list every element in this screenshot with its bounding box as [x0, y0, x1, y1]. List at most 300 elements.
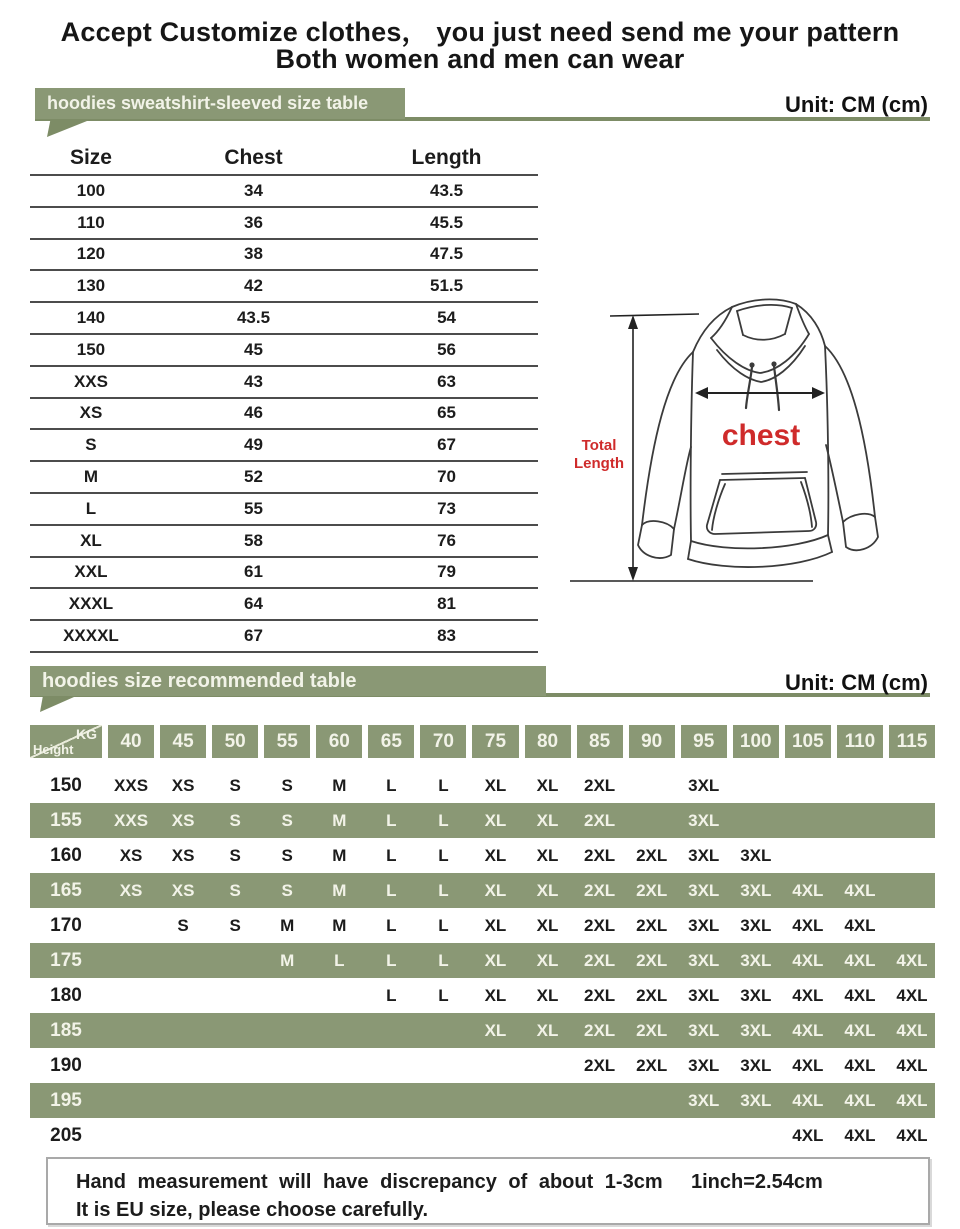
height-label: 195 [50, 1090, 82, 1111]
size-value [160, 1118, 206, 1153]
size-value [889, 873, 935, 908]
size-table-cell: 70 [437, 467, 456, 487]
height-label: 165 [50, 880, 82, 901]
size-value: 2XL [584, 811, 616, 830]
size-value [316, 978, 362, 1013]
size-value: XL [536, 846, 559, 865]
size-table-cell: 45 [244, 339, 263, 359]
size-value: 4XL [896, 1126, 928, 1145]
size-table-cell: XXXXL [63, 626, 119, 646]
size-table-row [30, 303, 538, 335]
section1-header-bar [35, 88, 405, 119]
recommend-row [30, 768, 935, 803]
size-value: 4XL [844, 1056, 876, 1075]
size-value [316, 1048, 362, 1083]
size-value [368, 1013, 414, 1048]
size-table-row [30, 558, 538, 590]
size-value: L [386, 881, 397, 900]
size-value: XL [484, 951, 507, 970]
size-value: 3XL [688, 951, 720, 970]
measurement-note-box [46, 1157, 930, 1225]
size-value [212, 1048, 258, 1083]
size-value: S [229, 776, 241, 795]
height-label: 190 [50, 1055, 82, 1076]
kg-column-header: 85 [577, 725, 623, 758]
size-value: XL [536, 811, 559, 830]
size-table-header [30, 141, 538, 176]
size-value: XS [119, 846, 143, 865]
size-value: 2XL [584, 881, 616, 900]
size-value [889, 768, 935, 803]
size-table-cell: 38 [244, 244, 263, 264]
size-value: XL [484, 986, 507, 1005]
size-value [629, 1118, 675, 1153]
size-table-cell: S [85, 435, 97, 455]
recommend-row [30, 803, 935, 838]
size-table-header-cell: Length [411, 145, 482, 169]
size-value [368, 1118, 414, 1153]
size-value [264, 1083, 310, 1118]
size-value: XL [484, 916, 507, 935]
size-value [472, 1083, 518, 1118]
size-table-row [30, 176, 538, 208]
size-table-row [30, 462, 538, 494]
kg-column-header: 65 [368, 725, 414, 758]
recommend-rows [30, 768, 935, 1153]
size-value: 2XL [584, 846, 616, 865]
size-table-row [30, 240, 538, 272]
size-value: S [281, 811, 293, 830]
size-value [420, 1013, 466, 1048]
size-value [108, 1048, 154, 1083]
total-length-label-line1: Total [581, 437, 617, 454]
size-value: 4XL [844, 1126, 876, 1145]
size-table-row [30, 208, 538, 240]
height-label: 205 [50, 1125, 82, 1146]
kg-column-header: 70 [420, 725, 466, 758]
size-value: 3XL [688, 1056, 720, 1075]
size-value [108, 978, 154, 1013]
size-value: 2XL [636, 916, 668, 935]
size-value: L [438, 986, 449, 1005]
size-value [420, 1118, 466, 1153]
size-table-cell: 45.5 [429, 212, 464, 232]
hoodie-measurement-diagram [555, 278, 960, 618]
size-value: 4XL [792, 986, 824, 1005]
size-table-cell: 67 [437, 435, 456, 455]
size-table-cell: 42 [244, 276, 263, 296]
size-table-row [30, 621, 538, 653]
kg-column-header: 110 [837, 725, 883, 758]
size-value [108, 1013, 154, 1048]
recommend-row [30, 1013, 935, 1048]
size-value [420, 1083, 466, 1118]
size-value: 4XL [844, 881, 876, 900]
size-table-row [30, 399, 538, 431]
kg-column-header: 75 [472, 725, 518, 758]
size-value: 4XL [792, 881, 824, 900]
size-table-cell: 49 [244, 435, 263, 455]
size-value: 3XL [688, 916, 720, 935]
size-table-cell: 43 [244, 371, 263, 391]
size-table-cell: 67 [244, 626, 263, 646]
recommend-table-header [30, 725, 935, 758]
size-value: L [334, 951, 345, 970]
size-value [733, 768, 779, 803]
size-value: L [386, 846, 397, 865]
size-table-cell: XXL [74, 562, 108, 582]
size-table-cell: 51.5 [429, 276, 464, 296]
size-value: L [386, 916, 397, 935]
kg-column-header: 60 [316, 725, 362, 758]
size-value [108, 908, 154, 943]
note-conversion: 1inch=2.54cm [691, 1171, 823, 1193]
size-value [837, 803, 883, 838]
size-value [837, 838, 883, 873]
size-value [264, 1048, 310, 1083]
size-value: XL [484, 1021, 507, 1040]
section2-bubble-tail [40, 697, 74, 712]
drawstring-grommet [749, 362, 754, 367]
size-table-cell: 83 [437, 626, 456, 646]
size-value: S [229, 881, 241, 900]
kg-column-header: 50 [212, 725, 258, 758]
size-table-cell: 58 [244, 530, 263, 550]
size-value: XL [536, 986, 559, 1005]
kg-column-header: 90 [629, 725, 675, 758]
size-value: 3XL [740, 1056, 772, 1075]
arrowhead-right [812, 387, 825, 399]
size-value: XL [536, 1021, 559, 1040]
size-value [889, 838, 935, 873]
size-value: 3XL [740, 1091, 772, 1110]
size-table-cell: 43.5 [429, 180, 464, 200]
size-value [525, 1048, 571, 1083]
size-value: 4XL [896, 986, 928, 1005]
size-value [108, 1118, 154, 1153]
chest-label: chest [721, 419, 801, 452]
size-value: 4XL [792, 1091, 824, 1110]
size-table-cell: 81 [437, 594, 456, 614]
size-table-header-cell: Size [69, 145, 112, 169]
size-value [212, 1083, 258, 1118]
size-value: M [332, 881, 347, 900]
drawstring-grommet [771, 361, 776, 366]
recommend-row [30, 1083, 935, 1118]
size-table-cell: XXS [73, 371, 108, 391]
size-value: M [332, 916, 347, 935]
size-value: XL [536, 881, 559, 900]
kg-column-header: 45 [160, 725, 206, 758]
size-value [472, 1048, 518, 1083]
kg-column-header: 55 [264, 725, 310, 758]
size-value [837, 768, 883, 803]
size-value: XL [484, 881, 507, 900]
height-label: 180 [50, 985, 82, 1006]
size-value: 4XL [896, 1021, 928, 1040]
size-value: 2XL [584, 916, 616, 935]
size-table-cell: 47.5 [429, 244, 464, 264]
size-table-cell: 150 [76, 339, 106, 359]
size-value: M [280, 916, 295, 935]
size-value: 4XL [844, 1091, 876, 1110]
size-value: XS [119, 881, 143, 900]
size-value: L [438, 881, 449, 900]
size-value [316, 1083, 362, 1118]
size-value [889, 908, 935, 943]
size-value: 2XL [584, 986, 616, 1005]
height-label: 185 [50, 1020, 82, 1041]
size-value: S [229, 916, 241, 935]
size-value: M [332, 776, 347, 795]
size-value: 2XL [636, 1021, 668, 1040]
size-value: 3XL [740, 1021, 772, 1040]
arrowhead-left [695, 387, 708, 399]
note-line2: It is EU size, please choose carefully. [76, 1199, 429, 1221]
size-value: M [332, 811, 347, 830]
size-table-cell: 61 [244, 562, 263, 582]
recommend-row [30, 908, 935, 943]
size-value: 3XL [740, 986, 772, 1005]
size-value: 2XL [636, 986, 668, 1005]
size-value: XL [536, 951, 559, 970]
size-table-cell: 79 [437, 562, 456, 582]
size-value: 4XL [896, 1056, 928, 1075]
size-value [629, 803, 675, 838]
size-value [733, 803, 779, 838]
size-value [160, 978, 206, 1013]
size-table-header-cell: Chest [224, 145, 283, 169]
size-value: XL [536, 916, 559, 935]
size-value: 2XL [636, 1056, 668, 1075]
size-value: 4XL [844, 951, 876, 970]
size-value: 4XL [896, 1091, 928, 1110]
corner-height-label: Height [33, 742, 74, 757]
size-value [264, 1013, 310, 1048]
size-value: L [438, 951, 449, 970]
section1-unit: Unit: CM (cm) [785, 92, 928, 117]
size-value: 3XL [688, 776, 720, 795]
height-label: 170 [50, 915, 82, 936]
kg-column-header: 40 [108, 725, 154, 758]
size-table-cell: L [85, 498, 97, 518]
arrowhead-down [628, 567, 638, 581]
size-value [368, 1048, 414, 1083]
size-value: XS [171, 881, 195, 900]
size-value: L [386, 776, 397, 795]
size-table-cell: XS [79, 403, 103, 423]
section1-label: hoodies sweatshirt-sleeved size table [47, 93, 369, 113]
size-value: L [438, 776, 449, 795]
size-table-cell: XXXL [68, 594, 114, 614]
size-table-cell: 43.5 [236, 308, 271, 328]
size-table-cell: 140 [76, 308, 106, 328]
size-value [577, 1118, 623, 1153]
size-value: XL [484, 776, 507, 795]
size-value [160, 1048, 206, 1083]
height-label: 155 [50, 810, 82, 831]
recommend-row [30, 838, 935, 873]
size-value: 3XL [688, 1021, 720, 1040]
size-value: XS [171, 776, 195, 795]
size-value: S [281, 846, 293, 865]
size-value: S [281, 881, 293, 900]
size-table-row [30, 589, 538, 621]
size-value: 3XL [740, 916, 772, 935]
size-value [160, 1013, 206, 1048]
size-value [212, 1013, 258, 1048]
size-table-cell: 76 [437, 530, 456, 550]
size-value: L [438, 846, 449, 865]
size-value [525, 1118, 571, 1153]
size-value [212, 943, 258, 978]
size-value [472, 1118, 518, 1153]
height-label: 160 [50, 845, 82, 866]
page-title-line2: Both women and men can wear [275, 44, 685, 74]
size-value [368, 1083, 414, 1118]
size-value: 4XL [844, 986, 876, 1005]
size-value [785, 838, 831, 873]
size-value: 3XL [740, 881, 772, 900]
size-value: 2XL [584, 776, 616, 795]
size-table-cell: 63 [437, 371, 456, 391]
size-table-cell: 36 [244, 212, 263, 232]
size-value: 4XL [792, 1126, 824, 1145]
size-value: 3XL [688, 846, 720, 865]
size-table-cell: 120 [76, 244, 106, 264]
size-value: 4XL [844, 1021, 876, 1040]
size-value: L [438, 811, 449, 830]
size-value: S [229, 846, 241, 865]
size-value: 4XL [792, 1056, 824, 1075]
size-value [525, 1083, 571, 1118]
size-value: L [386, 951, 397, 970]
size-value: 2XL [636, 951, 668, 970]
size-value [785, 803, 831, 838]
size-value [108, 943, 154, 978]
arrowhead-up [628, 315, 638, 329]
size-value [316, 1013, 362, 1048]
size-table-cell: 52 [244, 467, 263, 487]
size-value [733, 1118, 779, 1153]
size-table-cell: M [83, 467, 99, 487]
section2-header-bar [30, 666, 546, 696]
note-line1: Hand measurement will have discrepancy of about 1-3cm [76, 1171, 663, 1193]
size-value: XXS [114, 776, 149, 795]
size-value: S [229, 811, 241, 830]
size-value [316, 1118, 362, 1153]
size-value: L [386, 811, 397, 830]
section2-label: hoodies size recommended table [42, 670, 357, 692]
size-value [785, 768, 831, 803]
recommend-row [30, 873, 935, 908]
size-value [681, 1118, 727, 1153]
size-value: 4XL [792, 916, 824, 935]
size-value: XL [484, 811, 507, 830]
size-table-cell: 34 [244, 180, 263, 200]
size-value: 3XL [740, 951, 772, 970]
size-value [629, 768, 675, 803]
size-value [160, 943, 206, 978]
recommend-row [30, 943, 935, 978]
size-value [629, 1083, 675, 1118]
size-table [30, 141, 538, 653]
size-table-cell: 56 [437, 339, 456, 359]
size-value [577, 1083, 623, 1118]
kg-column-header: 95 [681, 725, 727, 758]
size-value: 3XL [688, 881, 720, 900]
size-value: M [332, 846, 347, 865]
size-value: XL [484, 846, 507, 865]
size-table-cell: 55 [244, 498, 263, 518]
kg-column-header: 80 [525, 725, 571, 758]
size-value: 2XL [636, 881, 668, 900]
size-value: 4XL [896, 951, 928, 970]
size-value [889, 803, 935, 838]
size-table-row [30, 494, 538, 526]
size-value [212, 978, 258, 1013]
size-value: 3XL [688, 986, 720, 1005]
size-table-cell: 54 [437, 308, 456, 328]
height-label: 175 [50, 950, 82, 971]
corner-kg-label: KG [76, 726, 97, 742]
size-table-cell: XL [80, 530, 102, 550]
size-value: XXS [114, 811, 149, 830]
size-value: L [438, 916, 449, 935]
recommend-row [30, 1048, 935, 1083]
size-table-row [30, 335, 538, 367]
size-value [264, 978, 310, 1013]
size-table-cell: 73 [437, 498, 456, 518]
size-value [420, 1048, 466, 1083]
size-value [264, 1118, 310, 1153]
section1-bubble-tail [47, 121, 87, 137]
size-value: S [177, 916, 189, 935]
size-table-cell: 64 [244, 594, 263, 614]
recommend-row [30, 978, 935, 1013]
size-table-rows [30, 176, 538, 653]
size-value [108, 1083, 154, 1118]
size-table-row [30, 367, 538, 399]
size-table-row [30, 271, 538, 303]
size-value: XS [171, 846, 195, 865]
height-label: 150 [50, 775, 82, 796]
total-length-label-line2: Length [574, 455, 624, 472]
size-table-row [30, 430, 538, 462]
size-table-cell: 46 [244, 403, 263, 423]
size-table-cell: 65 [437, 403, 456, 423]
size-value: L [386, 986, 397, 1005]
size-value: XL [536, 776, 559, 795]
size-value: 3XL [688, 1091, 720, 1110]
size-value: 3XL [740, 846, 772, 865]
kg-header-cells [108, 725, 935, 758]
size-value: 2XL [636, 846, 668, 865]
size-value: S [281, 776, 293, 795]
kg-column-header: 100 [733, 725, 779, 758]
size-value: 3XL [688, 811, 720, 830]
size-value: 2XL [584, 951, 616, 970]
kg-height-corner-cell [30, 725, 102, 758]
section2-unit: Unit: CM (cm) [785, 670, 928, 695]
size-value: M [280, 951, 295, 970]
size-table-cell: 100 [76, 180, 106, 200]
size-value: 2XL [584, 1021, 616, 1040]
size-table-row [30, 526, 538, 558]
size-value: 4XL [844, 916, 876, 935]
kg-column-header: 115 [889, 725, 935, 758]
size-value: 2XL [584, 1056, 616, 1075]
